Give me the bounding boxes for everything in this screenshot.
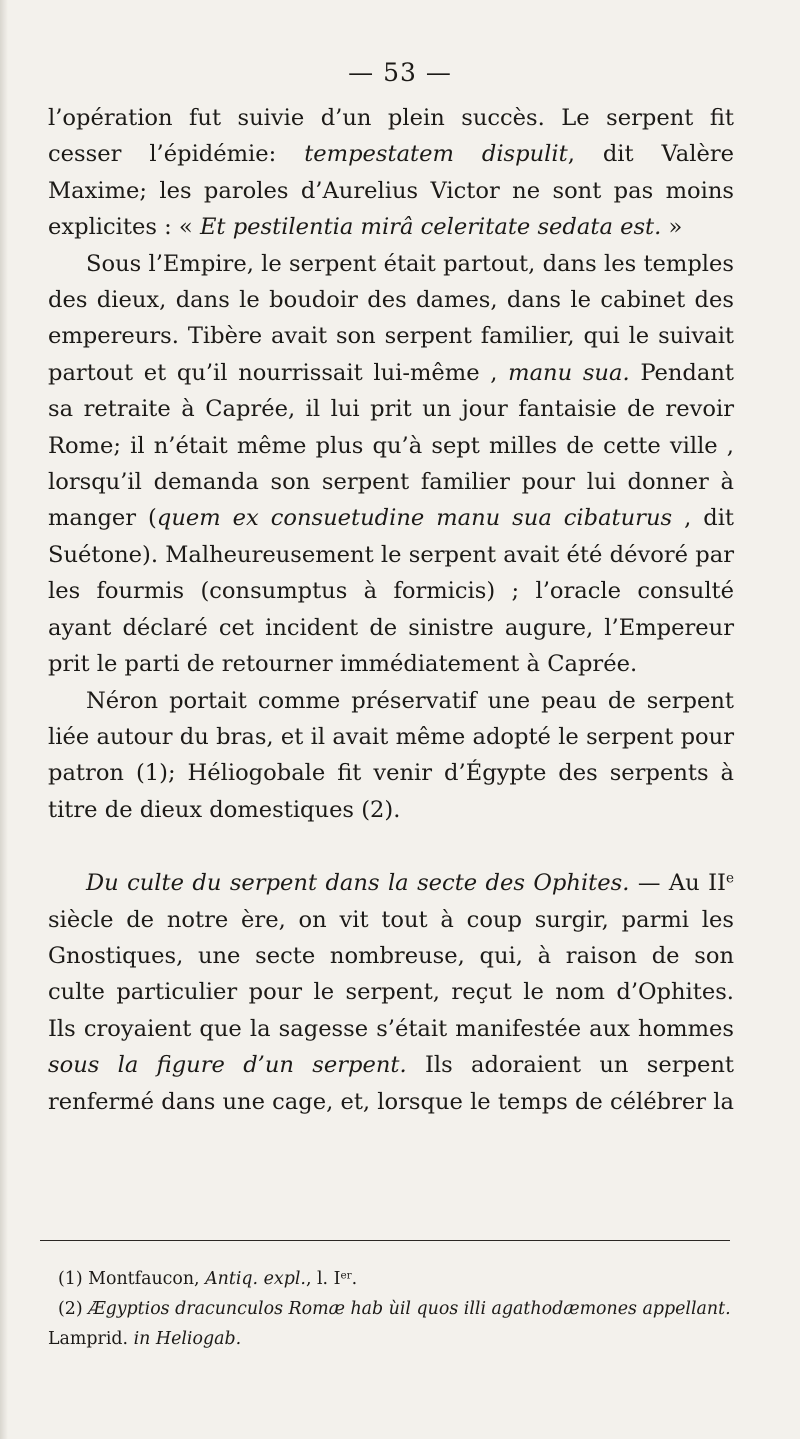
latin-quote: quem ex consuetudine manu sua cibaturus <box>156 505 673 532</box>
paragraph-1 <box>48 100 734 246</box>
text-run: . <box>351 1269 358 1289</box>
citation-title: Antiq. expl. <box>205 1269 306 1289</box>
paragraph-3: Néron portait comme préservatif une peau de serpent liée autour du bras, et il avait même adopté le serpent pour patron (1); Héliogobale fit venir d’Égypte des serpents à titre de dieux domestiques (2). <box>48 687 734 823</box>
text-run: , l. I <box>305 1269 341 1289</box>
footnote-number: (2) <box>58 1299 83 1319</box>
text-run: » <box>661 214 683 241</box>
text-run: , dit Suétone). Malheureusement le serpent avait été dévoré par les fourmis (consumptus à formicis) ; l’oracle consulté ayant déclaré cet incident de sinistre augure, l’Empereur prit le parti de retourner immédiatement à Caprée. <box>48 505 735 678</box>
page-edge-shadow <box>0 0 8 1439</box>
text-run: siècle de notre ère, on vit tout à coup surgir, parmi les Gnostiques, une secte nombreuse, qui, à raison de son culte particulier pour le serpent, reçut le nom d’Ophites. Ils croyaient que la sagesse s’était manifestée aux hommes <box>48 906 734 1042</box>
text-run: Montfaucon, <box>82 1269 206 1289</box>
footnote-divider <box>40 1240 730 1241</box>
footnote-number: (1) <box>58 1269 83 1289</box>
text-run: , dit Valère Maxime; les paroles d’Aurelius Victor ne sont pas moins explicites : « <box>48 141 735 241</box>
citation-title: in Heliogab. <box>133 1329 242 1349</box>
footnote-2 <box>48 1294 734 1354</box>
latin-quote: manu sua. <box>508 359 630 386</box>
superscript: er <box>340 1269 352 1282</box>
section-heading: Du culte du serpent dans la secte des Ophites. <box>86 870 630 897</box>
superscript: e <box>725 870 735 887</box>
latin-quote: tempestatem dispulit <box>304 141 568 168</box>
latin-quote: Et pestilentia mirâ celeritate sedata est. <box>199 214 662 241</box>
text-run: Lamprid. <box>48 1329 134 1349</box>
text-run: Ils adoraient un serpent renfermé dans une cage, et, lorsque le temps de célébrer la <box>48 1052 734 1115</box>
emphasis: sous la figure d’un serpent. <box>48 1052 407 1079</box>
paragraph-2 <box>48 246 734 683</box>
latin-quote: Ægyptios dracunculos Romæ hab ùil quos illi agathodæmones appellant. <box>82 1299 731 1319</box>
text-run: Sous l’Empire, le serpent était partout, dans les temples des dieux, dans le boudoir des dames, dans le cabinet des empereurs. Tibère avait son serpent familier, qui le suivait partout et qu’il nourrissait lui-même , <box>48 250 734 386</box>
section-paragraph-ophites <box>48 865 734 1120</box>
body-text <box>48 100 734 1120</box>
footnotes <box>48 1264 734 1354</box>
text-run: Pendant sa retraite à Caprée, il lui prit un jour fantaisie de revoir Rome; il n’était même plus qu’à sept milles de cette ville , lorsqu’il demanda son serpent familier pour lui donner à manger ( <box>48 359 734 532</box>
footnote-1 <box>48 1264 734 1294</box>
text-run: l’opération fut suivie d’un plein succès. Le serpent fit cesser l’épidémie: <box>48 105 734 168</box>
text-run: — Au II <box>629 870 726 897</box>
page-number: — 53 — <box>348 58 452 87</box>
